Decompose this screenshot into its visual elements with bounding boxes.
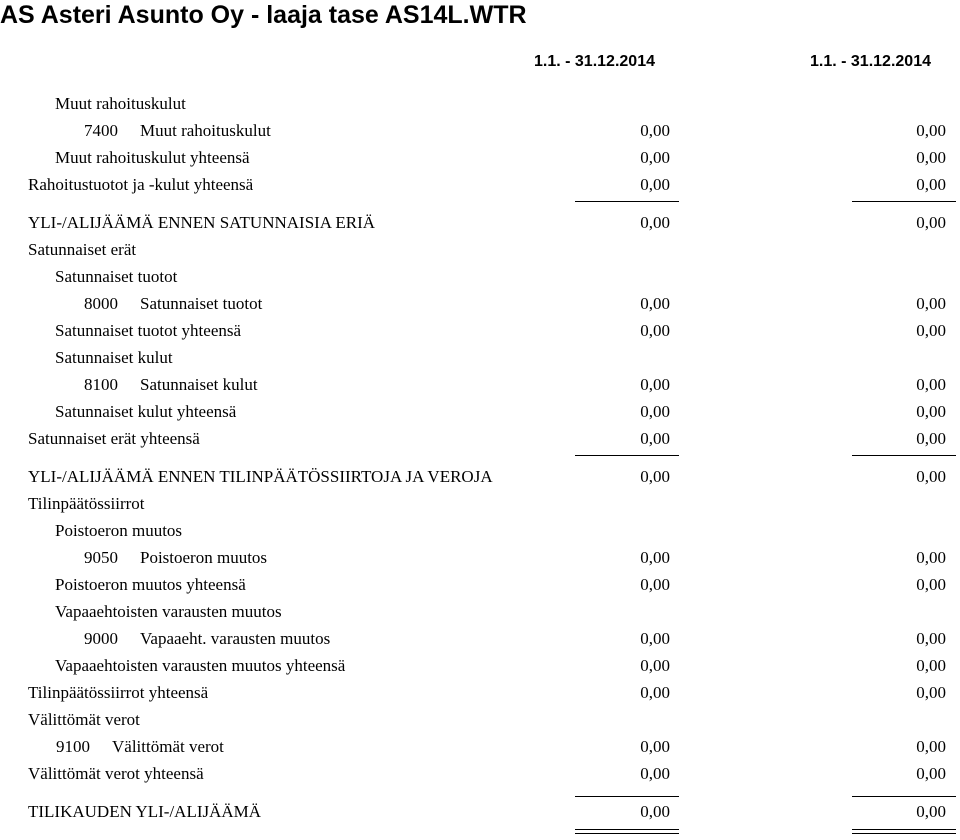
total-underline [852,201,956,202]
row-label: Muut rahoituskulut yhteensä [55,148,250,167]
account-code: 7400 [84,121,118,140]
value-period-1: 0,00 [640,213,670,232]
statement-row [0,291,960,317]
value-period-1: 0,00 [640,294,670,313]
value-period-2: 0,00 [916,802,946,821]
total-underline [852,455,956,456]
row-label: Vapaaeht. varausten muutos [140,629,331,648]
statement-row [0,318,960,344]
final-double-underline [852,829,956,834]
value-period-1: 0,00 [640,802,670,821]
account-code: 9100 [56,737,90,756]
row-label: Satunnaiset tuotot yhteensä [55,321,242,340]
value-period-1: 0,00 [640,121,670,140]
statement-row [0,653,960,679]
row-label: Satunnaiset kulut [55,348,173,367]
row-label: Tilinpäätössiirrot yhteensä [28,683,209,702]
statement-row [0,145,960,171]
statement-row [0,426,960,452]
total-underline [575,455,679,456]
total-underline [575,201,679,202]
period-header-1: 1.1. - 31.12.2014 [534,53,655,70]
statement-row [0,464,960,490]
value-period-2: 0,00 [916,737,946,756]
period-header-2: 1.1. - 31.12.2014 [810,53,931,70]
statement-row [0,599,960,625]
statement-row [0,518,960,544]
statement-row [0,734,960,760]
value-period-1: 0,00 [640,148,670,167]
value-period-2: 0,00 [916,683,946,702]
row-label: Poistoeron muutos yhteensä [55,575,246,594]
statement-row [0,372,960,398]
statement-row [0,799,960,825]
value-period-2: 0,00 [916,575,946,594]
statement-row [0,626,960,652]
row-label: Muut rahoituskulut [55,94,186,113]
statement-row [0,399,960,425]
statement-row [0,118,960,144]
account-code: 9050 [84,548,118,567]
row-label: Muut rahoituskulut [140,121,271,140]
row-label: Satunnaiset tuotot [55,267,178,286]
value-period-2: 0,00 [916,121,946,140]
value-period-2: 0,00 [916,764,946,783]
row-label: YLI-/ALIJÄÄMÄ ENNEN SATUNNAISIA ERIÄ [28,213,376,232]
value-period-2: 0,00 [916,175,946,194]
statement-row [0,572,960,598]
statement-row [0,264,960,290]
value-period-2: 0,00 [916,213,946,232]
value-period-1: 0,00 [640,575,670,594]
value-period-1: 0,00 [640,429,670,448]
account-code: 8000 [84,294,118,313]
statement-row [0,761,960,787]
value-period-1: 0,00 [640,375,670,394]
row-label: Satunnaiset tuotot [140,294,263,313]
row-label: Välittömät verot [28,710,140,729]
final-double-underline [575,829,679,834]
statement-row [0,680,960,706]
value-period-2: 0,00 [916,429,946,448]
account-code: 8100 [84,375,118,394]
value-period-1: 0,00 [640,548,670,567]
row-label: Satunnaiset kulut [140,375,258,394]
value-period-1: 0,00 [640,629,670,648]
value-period-2: 0,00 [916,656,946,675]
value-period-1: 0,00 [640,175,670,194]
row-label: Vapaaehtoisten varausten muutos [55,602,282,621]
total-underline [575,796,679,797]
account-code: 9000 [84,629,118,648]
value-period-1: 0,00 [640,683,670,702]
row-label: Poistoeron muutos [140,548,268,567]
value-period-2: 0,00 [916,629,946,648]
value-period-2: 0,00 [916,375,946,394]
row-label: Poistoeron muutos [55,521,183,540]
report-title: AS Asteri Asunto Oy - laaja tase AS14L.WTR [0,1,527,29]
row-label: TILIKAUDEN YLI-/ALIJÄÄMÄ [28,802,262,821]
value-period-1: 0,00 [640,467,670,486]
value-period-2: 0,00 [916,294,946,313]
value-period-2: 0,00 [916,548,946,567]
value-period-1: 0,00 [640,737,670,756]
statement-row [0,210,960,236]
value-period-2: 0,00 [916,148,946,167]
row-label: YLI-/ALIJÄÄMÄ ENNEN TILINPÄÄTÖSSIIRTOJA JA VEROJA [28,467,493,486]
statement-row [0,345,960,371]
statement-row [0,545,960,571]
statement-row [0,237,960,263]
value-period-2: 0,00 [916,402,946,421]
row-label: Satunnaiset erät yhteensä [28,429,200,448]
row-label: Välittömät verot yhteensä [28,764,204,783]
statement-row [0,91,960,117]
value-period-1: 0,00 [640,321,670,340]
value-period-2: 0,00 [916,467,946,486]
total-underline [852,796,956,797]
statement-row [0,172,960,198]
row-label: Satunnaiset kulut yhteensä [55,402,237,421]
row-label: Välittömät verot [112,737,224,756]
row-label: Satunnaiset erät [28,240,137,259]
row-label: Tilinpäätössiirrot [28,494,145,513]
value-period-1: 0,00 [640,402,670,421]
statement-row [0,491,960,517]
row-label: Vapaaehtoisten varausten muutos yhteensä [55,656,346,675]
value-period-1: 0,00 [640,656,670,675]
value-period-1: 0,00 [640,764,670,783]
value-period-2: 0,00 [916,321,946,340]
statement-row [0,707,960,733]
row-label: Rahoitustuotot ja -kulut yhteensä [28,175,254,194]
